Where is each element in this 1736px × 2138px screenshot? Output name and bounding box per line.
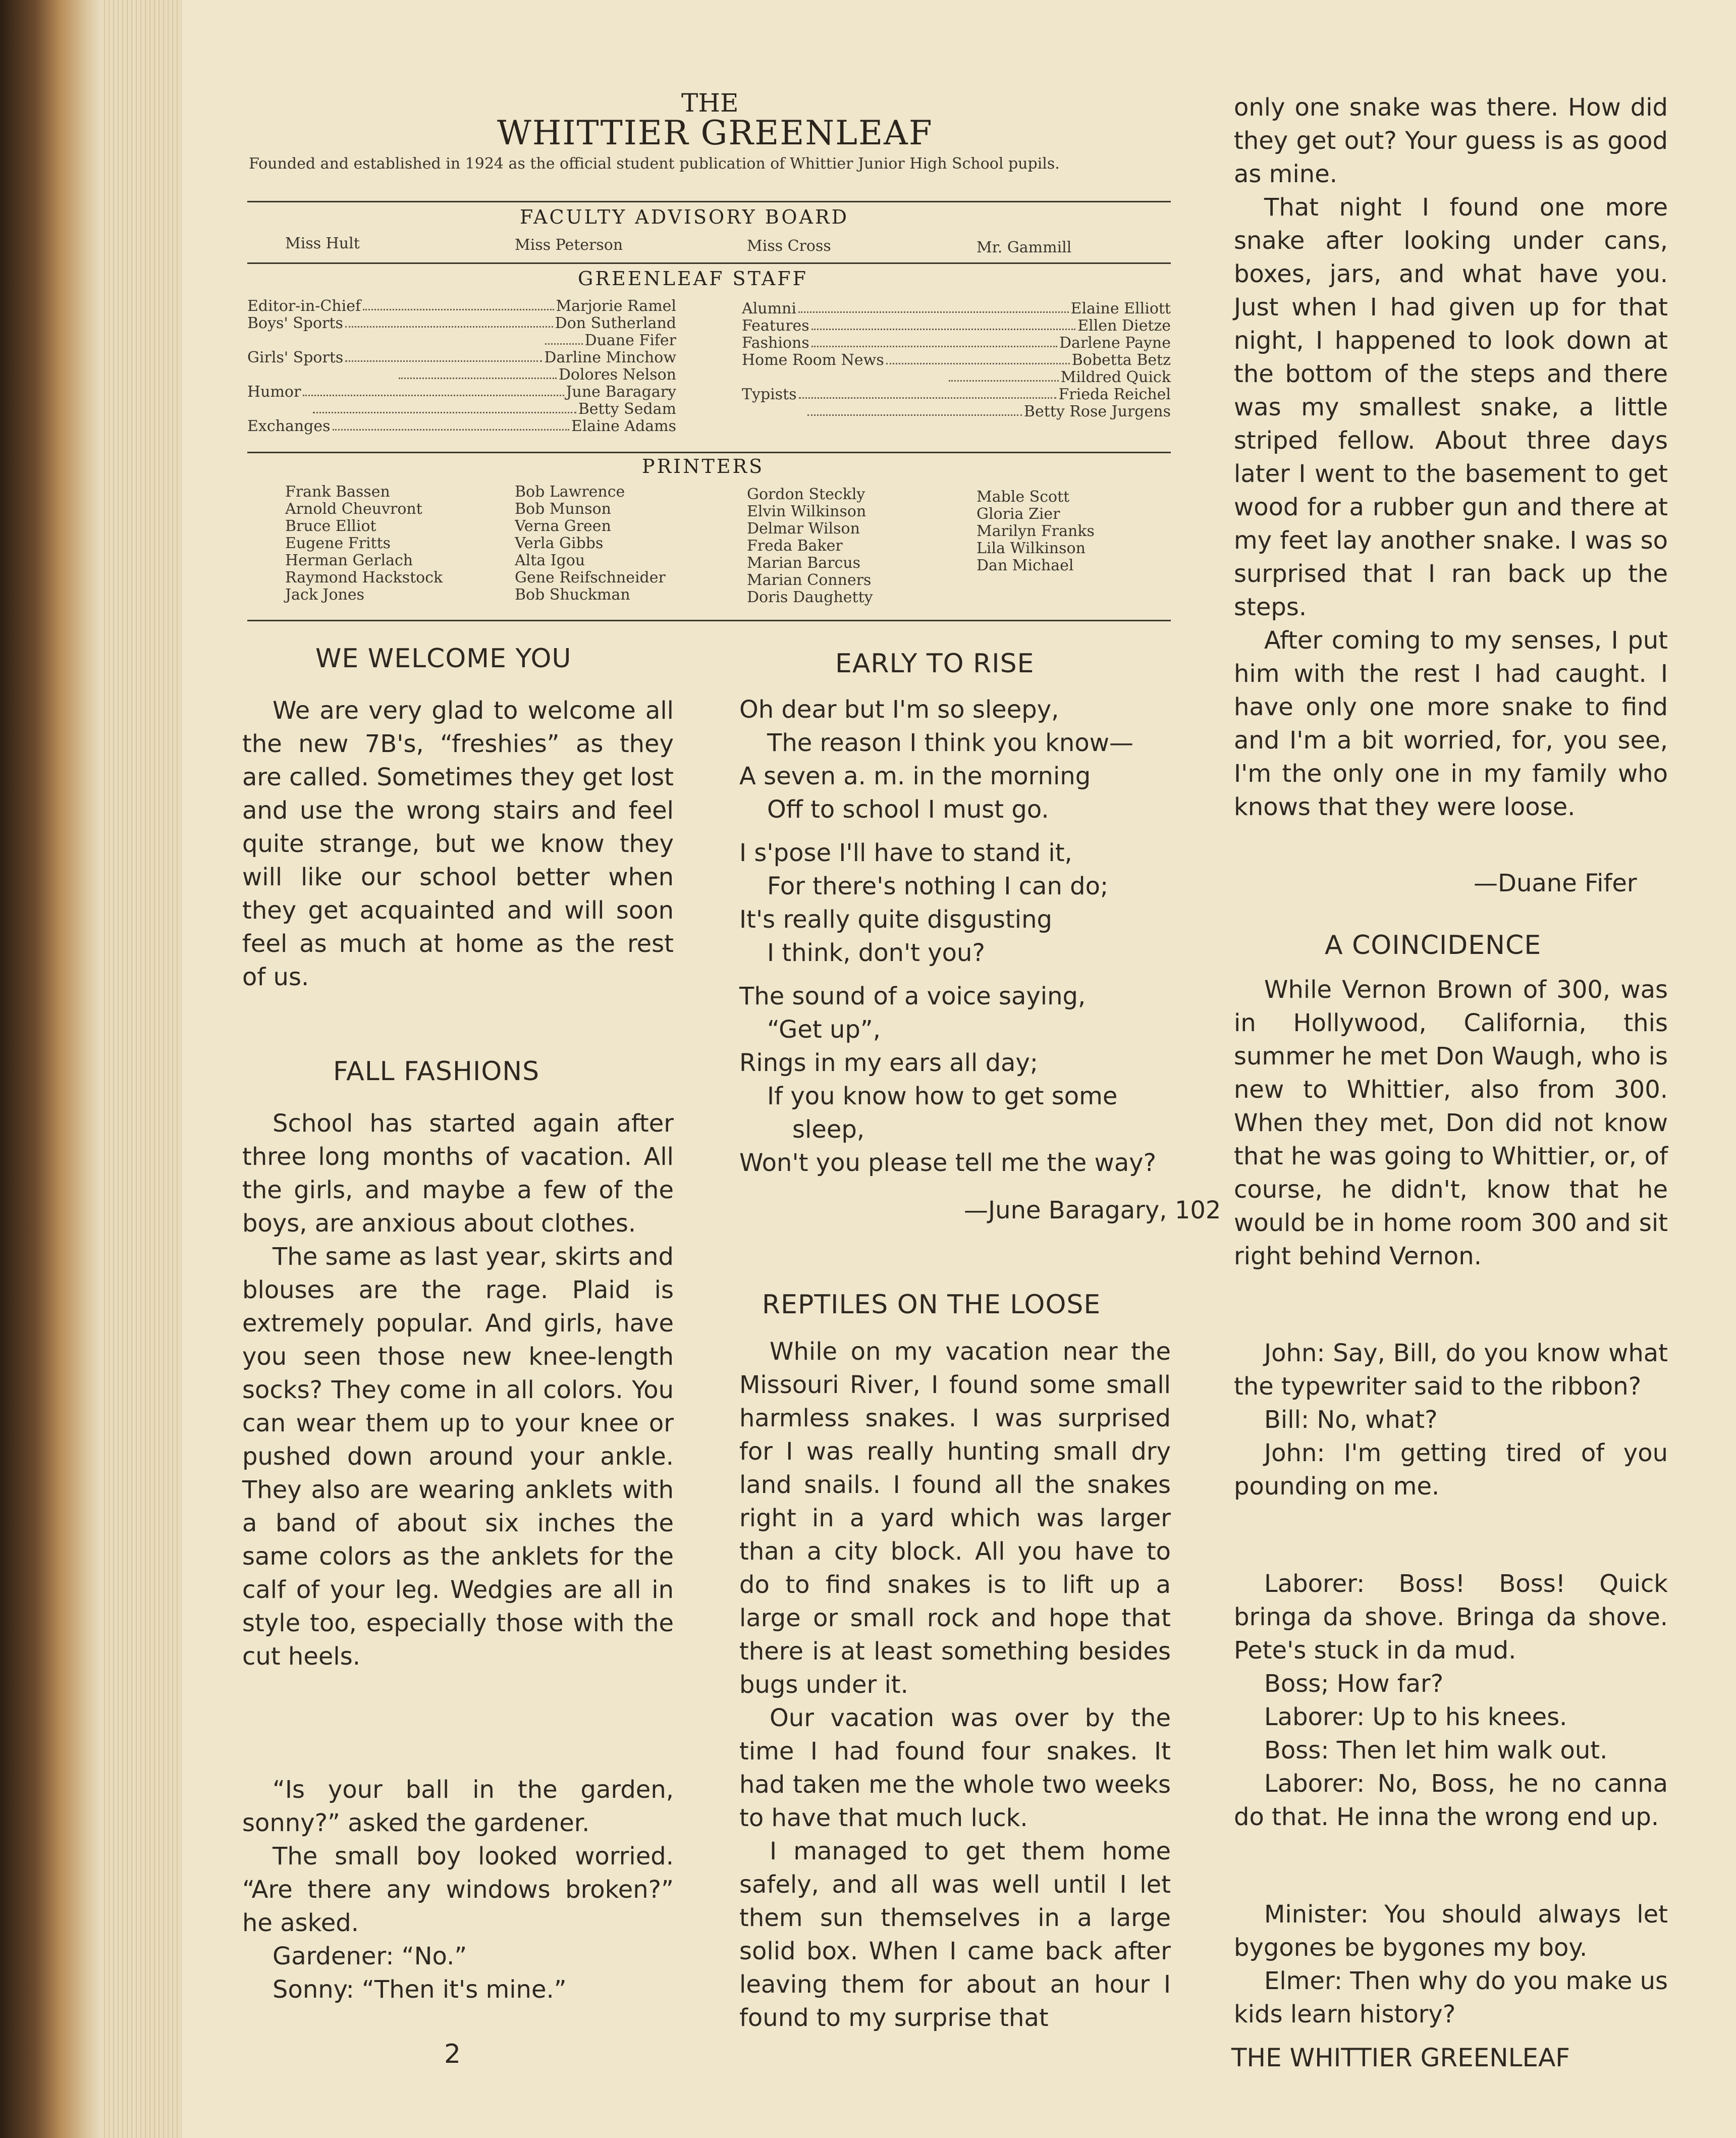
faculty-member: Miss Hult (285, 235, 360, 252)
staff-row: Betty Rose Jurgens (742, 403, 1171, 420)
welcome-heading: WE WELCOME YOU (315, 644, 572, 674)
typewriter-joke: John: Say, Bill, do you know what the typewriter said to the ribbon? Bill: No, what? John: I'm getting tired of you pounding on me. (1234, 1339, 1668, 1501)
staff-row: Betty Sedam (247, 401, 676, 418)
staff-row: Editor-in-Chief Marjorie Ramel (247, 297, 676, 315)
staff-row: Exchanges Elaine Adams (247, 417, 676, 435)
staff-left (247, 298, 676, 435)
staff-row: Duane Fifer (247, 332, 676, 349)
reptiles-continued: only one snake was there. How did they get out? Your guess is as good as mine. That night I found one more snake after looking under cans, boxes, jars, and what have you. Just when I had given up for that night, I happened to look down at the bottom of the steps and there was my smallest snake, a little striped fellow. About three days later I went to the basement to get wood for a rubber gun and there at my feet lay another snake. I was so surprised that I ran back up the steps. After coming to my senses, I put him with the rest I had caught. I have only one more snake to find and I'm a bit worried, for, you see, I'm the only one in my family who knows that they were loose. (1234, 93, 1668, 821)
masthead-founded: Founded and established in 1924 as the official student publication of Whittier Junior High School pupils. (249, 155, 1060, 173)
masthead-the: THE (681, 88, 739, 118)
staff-row: Typists Frieda Reichel (742, 386, 1171, 403)
newspaper-page (182, 0, 1736, 2138)
staff-right (742, 300, 1171, 420)
printers-col-1: Frank Bassen Arnold Cheuvront Bruce Elliot Eugene Fritts Herman Gerlach Raymond Hackstock Jack Jones (285, 483, 443, 604)
minister-joke: Minister: You should always let bygones be bygones my boy. Elmer: Then why do you make us kids learn history? (1234, 1900, 1668, 2028)
book-binding (0, 0, 101, 2138)
staff-row: Home Room News Bobetta Betz (742, 351, 1171, 369)
page-edges (101, 0, 182, 2138)
staff-row: Mildred Quick (742, 369, 1171, 386)
staff-row: Features Ellen Dietze (742, 317, 1171, 335)
rule (247, 262, 1171, 264)
printers-col-2: Bob Lawrence Bob Munson Verna Green Verla Gibbs Alta Igou Gene Reifschneider Bob Shuckman (515, 483, 666, 604)
reptiles-article: While on my vacation near the Missouri River, I found some small harmless snakes. I was surprised for I was really hunting small dry land snails. I found all the snakes right in a yard which was larger than a city block. All you have to do to find snakes is to lift up a large or small rock and hope that there is at least something besides bugs under it. Our vacation was over by the time I had found four snakes. It had taken me the whole two weeks to have that much luck. I managed to get them home safely, and all was well until I let them sun themselves in a large solid box. When I came back after leaving them for about an hour I found to my surprise that (739, 1338, 1171, 2032)
fashions-article: School has started again after three long months of vacation. All the girls, and maybe a few of the boys, are anxious about clothes. The same as last year, skirts and blouses are the rage. Plaid is extremely popular. And girls, have you seen those new knee-length socks? They come in all colors. You can wear them up to your knee or pushed down around your ankle. They also are wearing anklets with a band of about six inches the same colors as the anklets for the calf of your leg. Wedgies are all in style too, especially those with the cut heels. (242, 1109, 674, 1671)
coincidence-article: While Vernon Brown of 300, was in Hollywood, California, this summer he met Don Waugh, who is new to Whittier, also from 300. When they met, Don did not know that he was going to Whittier, or, of course, he didn't, know that he would be in home room 300 and sit right behind Vernon. (1234, 976, 1668, 1270)
rule (247, 201, 1171, 202)
staff-row: Girls' Sports Darline Minchow (247, 349, 676, 366)
early-poem: Oh dear but I'm so sleepy, The reason I think you know— A seven a. m. in the morning Off to school I must go. I s'pose I'll have to stand it, For there's nothing I can do; It's really quite disgusting I think, don't you? The sound of a voice saying, “Get up”, Rings in my ears all day; If you know how to get some sleep, Won't you please tell me the way? (739, 696, 1157, 1177)
faculty-heading: FACULTY ADVISORY BOARD (520, 206, 849, 228)
reptiles-heading: REPTILES ON THE LOOSE (762, 1290, 1101, 1320)
welcome-article: We are very glad to welcome all the new 7B's, “freshies” as they are called. Sometimes they get lost and use the wrong stairs and feel quite strange, but we know they will like our school better when they get acquainted and will soon feel as much at home as the rest of us. (242, 697, 674, 991)
staff-row: Fashions Darlene Payne (742, 334, 1171, 352)
page-number: 2 (444, 2039, 461, 2069)
printers-heading: PRINTERS (642, 455, 765, 477)
staff-row: Alumni Elaine Elliott (742, 300, 1171, 317)
rule (247, 452, 1171, 453)
faculty-member: Miss Peterson (515, 236, 623, 254)
printers-col-3: Gordon Steckly Elvin Wilkinson Delmar Wilson Freda Baker Marian Barcus Marian Conners Doris Daughetty (747, 486, 873, 606)
footer-title: THE WHITTIER GREENLEAF (1231, 2043, 1570, 2072)
reptiles-signature: —Duane Fifer (1474, 869, 1637, 897)
coincidence-heading: A COINCIDENCE (1325, 930, 1542, 960)
early-heading: EARLY TO RISE (835, 649, 1035, 679)
faculty-member: Miss Cross (747, 237, 831, 255)
staff-row: Boys' Sports Don Sutherland (247, 314, 676, 332)
rule (247, 620, 1171, 621)
staff-row: Dolores Nelson (247, 366, 676, 384)
early-signature: —June Baragary, 102 (964, 1196, 1221, 1224)
laborer-joke: Laborer: Boss! Boss! Quick bringa da shove. Bringa da shove. Pete's stuck in da mud. Boss; How far? Laborer: Up to his knees. Boss: Then let him walk out. Laborer: No, Boss, he no canna do that. He inna the wrong end up. (1234, 1570, 1668, 1831)
staff-row: Humor June Baragary (247, 383, 676, 401)
garden-joke: “Is your ball in the garden, sonny?” asked the gardener. The small boy looked worried. “Are there any windows broken?” he asked. Gardener: “No.” Sonny: “Then it's mine.” (242, 1776, 674, 2004)
fashions-heading: FALL FASHIONS (333, 1056, 540, 1087)
staff-heading: GREENLEAF STAFF (578, 268, 808, 290)
faculty-member: Mr. Gammill (976, 239, 1072, 256)
printers-col-4: Mable Scott Gloria Zier Marilyn Franks Lila Wilkinson Dan Michael (976, 488, 1095, 574)
masthead-title: WHITTIER GREENLEAF (497, 114, 933, 152)
